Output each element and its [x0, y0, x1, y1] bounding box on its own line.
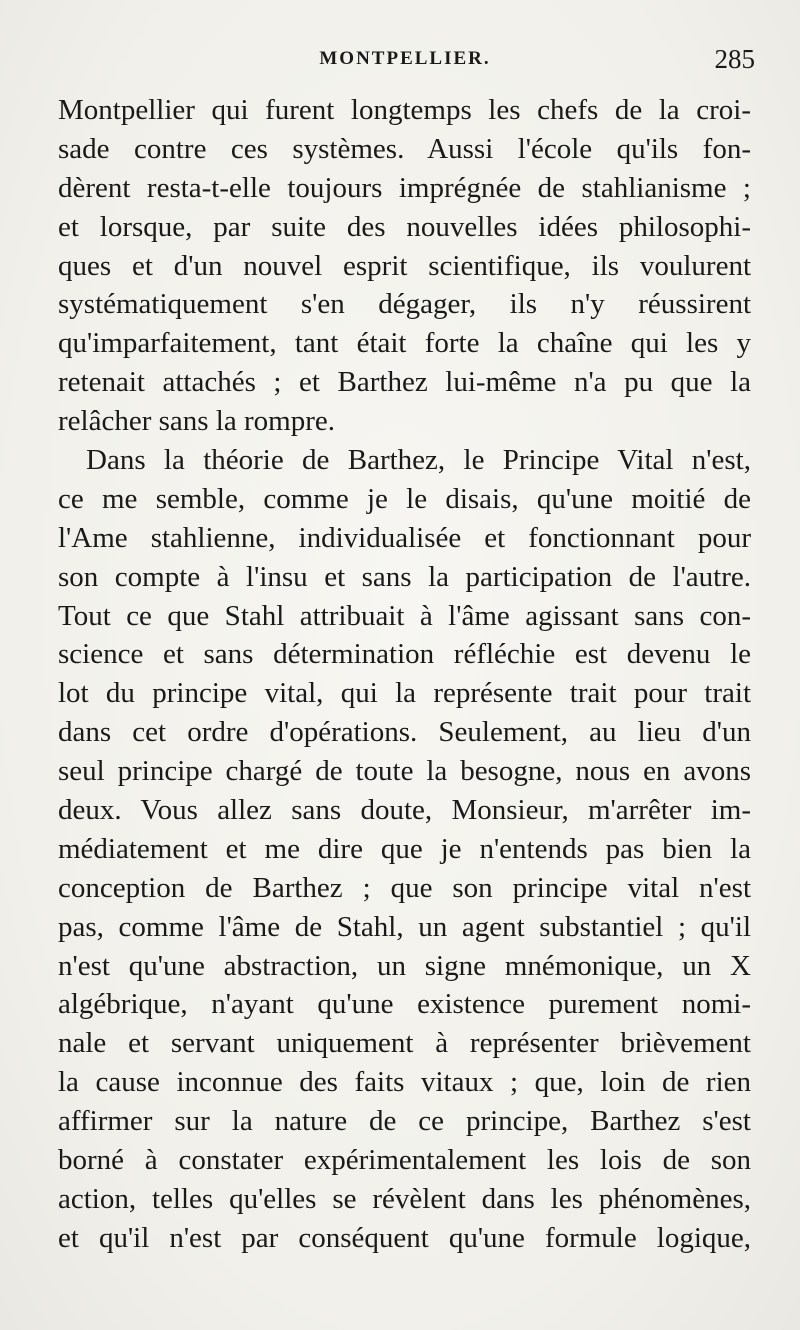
text-line: ques et d'un nouvel esprit scientifique, ils voulurent: [58, 249, 751, 282]
text-line: Tout ce que Stahl attribuait à l'âme agissant sans con-: [58, 599, 751, 632]
text-line: Montpellier qui furent longtemps les chefs de la croi-: [58, 94, 751, 126]
text-line: qu'imparfaitement, tant était forte la chaîne qui les y: [58, 327, 751, 360]
text-line: la cause inconnue des faits vitaux ; que, loin de rien: [58, 1066, 751, 1099]
text-line: deux. Vous allez sans doute, Monsieur, m'arrêter im-: [58, 794, 751, 827]
text-line: systématiquement s'en dégager, ils n'y réussirent: [58, 288, 751, 321]
text-line: lot du principe vital, qui la représente trait pour trait: [58, 677, 751, 710]
text-line: Dans la théorie de Barthez, le Principe Vital n'est,: [86, 444, 751, 477]
text-line: algébrique, n'ayant qu'une existence purement nomi-: [58, 988, 751, 1021]
text-line: seul principe chargé de toute la besogne, nous en avons: [58, 755, 751, 788]
text-line: action, telles qu'elles se révèlent dans les phénomènes,: [58, 1182, 751, 1215]
body-text: [58, 91, 751, 1258]
text-line: dans cet ordre d'opérations. Seulement, au lieu d'un: [58, 716, 751, 749]
text-line: pas, comme l'âme de Stahl, un agent substantiel ; qu'il: [58, 910, 751, 943]
text-line: son compte à l'insu et sans la participation de l'autre.: [58, 560, 751, 593]
text-line: ce me semble, comme je le disais, qu'une moitié de: [58, 482, 751, 515]
running-title: MONTPELLIER.: [319, 48, 491, 69]
text-line: retenait attachés ; et Barthez lui-même n'a pu que la: [58, 366, 751, 399]
text-line: nale et servant uniquement à représenter brièvement: [58, 1027, 751, 1060]
page-number: 285: [714, 44, 755, 74]
text-line: l'Ame stahlienne, individualisée et fonctionnant pour: [58, 521, 751, 554]
text-line: sade contre ces systèmes. Aussi l'école qu'ils fon-: [58, 132, 751, 165]
text-line: science et sans détermination réfléchie est devenu le: [58, 638, 751, 671]
text-line: affirmer sur la nature de ce principe, Barthez s'est: [58, 1105, 751, 1138]
text-line: borné à constater expérimentalement les lois de son: [58, 1144, 751, 1177]
text-line: et qu'il n'est par conséquent qu'une formule logique,: [58, 1221, 751, 1254]
text-line: conception de Barthez ; que son principe vital n'est: [58, 871, 751, 904]
text-line: dèrent resta-t-elle toujours imprégnée de stahlianisme ;: [58, 171, 751, 204]
running-head: [55, 44, 755, 84]
text-line: relâcher sans la rompre.: [58, 405, 335, 438]
text-line: médiatement et me dire que je n'entends pas bien la: [58, 832, 751, 865]
text-line: et lorsque, par suite des nouvelles idées philosophi-: [58, 210, 751, 243]
text-line: n'est qu'une abstraction, un signe mnémonique, un X: [58, 949, 751, 982]
